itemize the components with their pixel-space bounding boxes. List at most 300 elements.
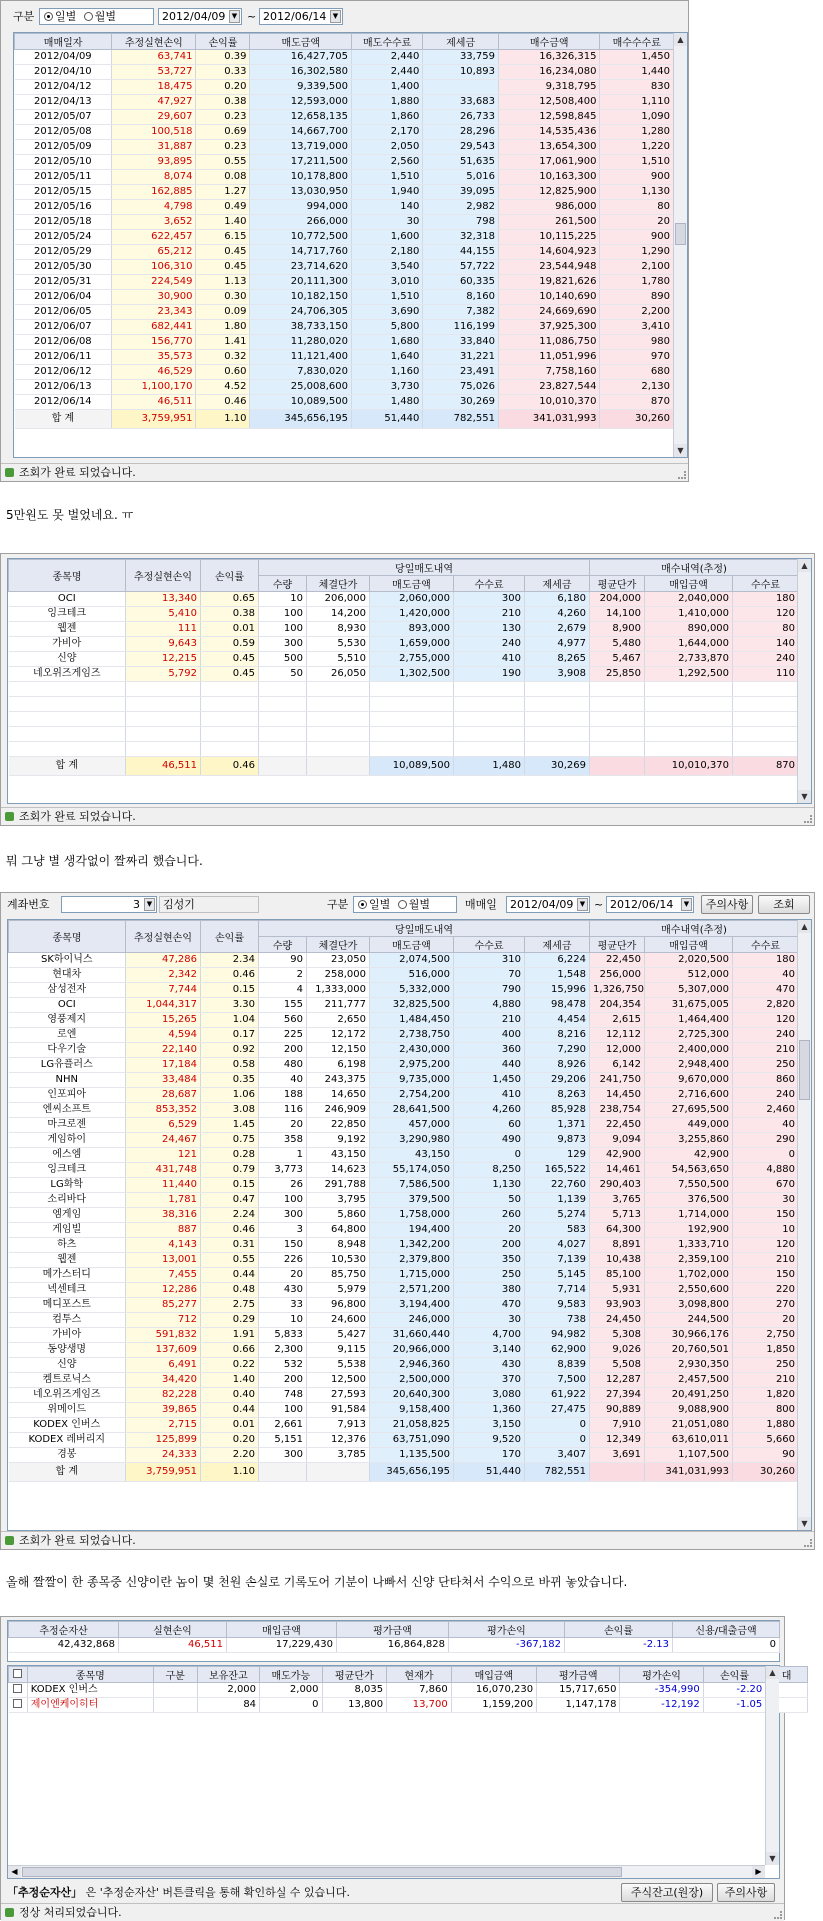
- table-cell: 0.38: [201, 607, 259, 622]
- table-row[interactable]: [9, 1343, 799, 1358]
- column-header[interactable]: 제세금: [525, 937, 590, 953]
- table-cell: 64,800: [307, 1223, 370, 1238]
- table-cell: 15,996: [525, 983, 590, 998]
- table-cell: 0.66: [201, 1343, 259, 1358]
- total-cell: 30,269: [525, 757, 590, 776]
- table-cell: 3,407: [525, 1448, 590, 1463]
- table-row[interactable]: [9, 1683, 808, 1698]
- scroll-down-icon[interactable]: ▼: [766, 1852, 779, 1865]
- table-cell: 2,180: [352, 245, 423, 260]
- table-cell: 21,051,080: [645, 1418, 733, 1433]
- column-header[interactable]: 손익률: [703, 1667, 766, 1683]
- empty-cell: [126, 697, 201, 712]
- column-header[interactable]: 매수수수료: [600, 34, 674, 50]
- table-row[interactable]: [9, 1013, 799, 1028]
- table-row[interactable]: [15, 50, 674, 65]
- table-row[interactable]: [9, 1373, 799, 1388]
- table-cell: 900: [600, 170, 674, 185]
- table-cell: 532: [259, 1358, 307, 1373]
- table-row[interactable]: [9, 1238, 799, 1253]
- notice-button[interactable]: 주의사항: [717, 1883, 775, 1902]
- table-row[interactable]: [15, 65, 674, 80]
- table-cell: 5,833: [259, 1328, 307, 1343]
- date-to-input[interactable]: [259, 8, 343, 25]
- column-header[interactable]: 매입금액: [645, 576, 733, 592]
- column-header[interactable]: 제세금: [525, 576, 590, 592]
- table-row[interactable]: [15, 95, 674, 110]
- table-row[interactable]: [9, 1223, 799, 1238]
- table-cell: 12,593,000: [250, 95, 352, 110]
- table-cell: 2012/05/07: [15, 110, 112, 125]
- table-row[interactable]: [9, 1058, 799, 1073]
- table-cell: 994,000: [250, 200, 352, 215]
- notice-keyword: 「추정순자산」: [7, 1886, 83, 1899]
- table-row[interactable]: [9, 1133, 799, 1148]
- table-row[interactable]: [9, 1698, 808, 1713]
- table-row[interactable]: [9, 1088, 799, 1103]
- table-cell: 1,702,000: [645, 1268, 733, 1283]
- calendar-dropdown-icon[interactable]: ▼: [681, 898, 692, 911]
- table-cell: 860: [733, 1073, 799, 1088]
- table-cell: 490: [454, 1133, 525, 1148]
- table-cell: 43,150: [307, 1148, 370, 1163]
- total-cell: 1.10: [196, 410, 250, 429]
- summary-header: 매입금액: [227, 1622, 337, 1638]
- table-cell: 7,910: [590, 1418, 645, 1433]
- table-cell: 2,946,360: [370, 1358, 454, 1373]
- table-cell: 인포피아: [9, 1088, 126, 1103]
- table-cell: 5,860: [307, 1208, 370, 1223]
- column-header[interactable]: 체결단가: [307, 576, 370, 592]
- table-cell: 712: [126, 1313, 201, 1328]
- scroll-thumb[interactable]: [22, 1867, 622, 1877]
- table-row[interactable]: [15, 170, 674, 185]
- column-header[interactable]: 수수료: [733, 576, 799, 592]
- checkbox-icon[interactable]: [13, 1699, 22, 1708]
- table-row[interactable]: [9, 1103, 799, 1118]
- table-cell: 63,741: [112, 50, 196, 65]
- column-header[interactable]: 보유잔고: [197, 1667, 260, 1683]
- table-row[interactable]: [15, 185, 674, 200]
- scroll-thumb[interactable]: [675, 223, 686, 245]
- select-all-checkbox[interactable]: [9, 1667, 28, 1683]
- table-cell: 211,777: [307, 998, 370, 1013]
- radio-daily[interactable]: [358, 900, 367, 909]
- table-cell: 17,184: [126, 1058, 201, 1073]
- table-row[interactable]: [15, 245, 674, 260]
- table-cell: 9,670,000: [645, 1073, 733, 1088]
- empty-cell: [590, 712, 645, 727]
- table-cell: 2012/06/14: [15, 395, 112, 410]
- table-cell: 2,000: [197, 1683, 260, 1698]
- table-row[interactable]: [9, 1418, 799, 1433]
- table-cell: NHN: [9, 1073, 126, 1088]
- table-cell: 4,260: [454, 1103, 525, 1118]
- column-header[interactable]: 평가금액: [537, 1667, 620, 1683]
- date-tilde: ~: [594, 898, 604, 911]
- table-cell: 1,290: [600, 245, 674, 260]
- column-header[interactable]: 평가손익: [620, 1667, 703, 1683]
- scroll-right-icon[interactable]: ▶: [752, 1866, 765, 1878]
- table-cell: 웹젠: [9, 1253, 126, 1268]
- table-row[interactable]: [9, 1028, 799, 1043]
- table-row[interactable]: [9, 1298, 799, 1313]
- table-row[interactable]: [9, 1253, 799, 1268]
- table-row[interactable]: [15, 125, 674, 140]
- table-cell: 748: [259, 1388, 307, 1403]
- period-radio-group[interactable]: [353, 896, 457, 913]
- column-header[interactable]: 수량: [259, 576, 307, 592]
- scroll-up-icon[interactable]: ▲: [766, 1666, 779, 1679]
- scroll-down-icon[interactable]: ▼: [798, 1517, 811, 1530]
- table-cell: 1,342,200: [370, 1238, 454, 1253]
- table-cell: 140: [733, 637, 799, 652]
- table-row[interactable]: [15, 140, 674, 155]
- horizontal-scrollbar[interactable]: [8, 1865, 765, 1878]
- table-cell: 2.75: [201, 1298, 259, 1313]
- table-cell: 9,583: [525, 1298, 590, 1313]
- column-header[interactable]: 구분: [153, 1667, 197, 1683]
- table-row[interactable]: [9, 1178, 799, 1193]
- table-cell: 512,000: [645, 968, 733, 983]
- total-cell: 782,551: [423, 410, 499, 429]
- vertical-scrollbar[interactable]: [765, 1666, 779, 1865]
- scroll-thumb[interactable]: [799, 1040, 810, 1100]
- table-row[interactable]: [9, 983, 799, 998]
- table-row[interactable]: [9, 1388, 799, 1403]
- account-dropdown-icon[interactable]: ▼: [144, 898, 155, 911]
- table-cell: -2.20: [703, 1683, 766, 1698]
- table-cell: 웹젠: [9, 622, 126, 637]
- table-row[interactable]: [15, 200, 674, 215]
- table-cell: 2,661: [259, 1418, 307, 1433]
- table-cell: 2,750: [733, 1328, 799, 1343]
- total-cell: [307, 757, 370, 776]
- table-cell: 3,785: [307, 1448, 370, 1463]
- table-cell: 30,269: [423, 395, 499, 410]
- table-cell: 140: [352, 200, 423, 215]
- column-header[interactable]: 평균단가: [590, 576, 645, 592]
- table-row[interactable]: [15, 335, 674, 350]
- table-cell: 2012/05/09: [15, 140, 112, 155]
- table-cell: 22,450: [590, 953, 645, 968]
- table-cell: 0.23: [196, 140, 250, 155]
- column-header[interactable]: 종목명: [27, 1667, 153, 1683]
- period-radio-group[interactable]: [39, 8, 154, 25]
- row-checkbox[interactable]: [9, 1683, 28, 1698]
- total-cell: 30,260: [600, 410, 674, 429]
- table-cell: 신양: [9, 1358, 126, 1373]
- table-cell: 20: [259, 1118, 307, 1133]
- table-cell: 96,800: [307, 1298, 370, 1313]
- table-cell: 13,654,300: [498, 140, 600, 155]
- notice-button[interactable]: 주의사항: [701, 895, 753, 914]
- table-row[interactable]: [9, 622, 799, 637]
- column-header[interactable]: 매도수수료: [352, 34, 423, 50]
- table-row[interactable]: [9, 1163, 799, 1178]
- table-cell: 22,760: [525, 1178, 590, 1193]
- resize-grip-icon[interactable]: [678, 471, 686, 479]
- empty-cell: [454, 712, 525, 727]
- table-row[interactable]: [15, 260, 674, 275]
- col-profit: 추정실현손익: [126, 560, 201, 592]
- table-cell: 270: [733, 1298, 799, 1313]
- table-cell: 260: [454, 1208, 525, 1223]
- column-header[interactable]: 매매일자: [15, 34, 112, 50]
- table-row[interactable]: [15, 395, 674, 410]
- table-cell: 240: [733, 1028, 799, 1043]
- table-cell: 3,652: [112, 215, 196, 230]
- table-cell: 6,198: [307, 1058, 370, 1073]
- table-cell: 0.20: [201, 1433, 259, 1448]
- table-cell: 0.33: [196, 65, 250, 80]
- table-cell: 110: [733, 667, 799, 682]
- resize-grip-icon[interactable]: [804, 1539, 812, 1547]
- table-cell: 12,000: [590, 1043, 645, 1058]
- table-row[interactable]: [9, 998, 799, 1013]
- table-cell: 470: [733, 983, 799, 998]
- column-header[interactable]: 수수료: [733, 937, 799, 953]
- empty-cell: [370, 727, 454, 742]
- table-cell: 0.58: [201, 1058, 259, 1073]
- column-header[interactable]: 매도가능: [260, 1667, 323, 1683]
- table-cell: 영풍제지: [9, 1013, 126, 1028]
- table-row[interactable]: [9, 1433, 799, 1448]
- table-row[interactable]: [9, 968, 799, 983]
- table-cell: 1.45: [201, 1118, 259, 1133]
- table-cell: 162,885: [112, 185, 196, 200]
- scroll-up-icon[interactable]: ▲: [798, 920, 811, 933]
- table-cell: 2.24: [201, 1208, 259, 1223]
- date-from-input[interactable]: [506, 896, 590, 913]
- table-cell: 1,292,500: [645, 667, 733, 682]
- empty-cell: [201, 697, 259, 712]
- table-cell: 30,900: [112, 290, 196, 305]
- table-cell: 8,250: [454, 1163, 525, 1178]
- table-cell: 1,107,500: [645, 1448, 733, 1463]
- table-cell: 250: [454, 1268, 525, 1283]
- table-cell: 1,410,000: [645, 607, 733, 622]
- empty-cell: [201, 742, 259, 757]
- summary-table: [8, 1621, 780, 1653]
- stock-balance-button[interactable]: 주식잔고(원장): [621, 1883, 713, 1902]
- table-row[interactable]: [9, 1193, 799, 1208]
- radio-monthly[interactable]: [84, 12, 93, 21]
- table-cell: 2,300: [259, 1343, 307, 1358]
- table-row[interactable]: [15, 275, 674, 290]
- table-cell: 4,143: [126, 1238, 201, 1253]
- table-row[interactable]: [9, 592, 799, 607]
- table-cell: 14,623: [307, 1163, 370, 1178]
- vertical-scrollbar[interactable]: [673, 33, 687, 457]
- table-cell: 1.40: [201, 1373, 259, 1388]
- table-cell: 241,750: [590, 1073, 645, 1088]
- table-row[interactable]: [9, 1448, 799, 1463]
- scroll-up-icon[interactable]: ▲: [798, 559, 811, 572]
- table-row[interactable]: [9, 1268, 799, 1283]
- empty-cell: [9, 712, 126, 727]
- table-cell: 61,922: [525, 1388, 590, 1403]
- table-cell: 37,925,300: [498, 320, 600, 335]
- table-row[interactable]: [9, 1328, 799, 1343]
- table-cell: 738: [525, 1313, 590, 1328]
- table-cell: 16,326,315: [498, 50, 600, 65]
- calendar-dropdown-icon[interactable]: ▼: [577, 898, 588, 911]
- table-row[interactable]: [9, 1208, 799, 1223]
- vertical-scrollbar[interactable]: [797, 559, 811, 803]
- column-header[interactable]: 수수료: [454, 576, 525, 592]
- table-row[interactable]: [9, 652, 799, 667]
- column-header[interactable]: 매입금액: [451, 1667, 536, 1683]
- table-cell: 5,508: [590, 1358, 645, 1373]
- table-row[interactable]: [9, 1313, 799, 1328]
- table-cell: 591,832: [126, 1328, 201, 1343]
- table-cell: 31,675,005: [645, 998, 733, 1013]
- column-header[interactable]: 매입금액: [645, 937, 733, 953]
- table-row[interactable]: [9, 1403, 799, 1418]
- calendar-dropdown-icon[interactable]: ▼: [330, 10, 341, 23]
- table-cell: 2,615: [590, 1013, 645, 1028]
- table-cell: 9,094: [590, 1133, 645, 1148]
- table-cell: 0.32: [196, 350, 250, 365]
- checkbox-icon[interactable]: [13, 1684, 22, 1693]
- column-header[interactable]: 손익률: [196, 34, 250, 50]
- table-row[interactable]: [9, 953, 799, 968]
- table-row[interactable]: [15, 365, 674, 380]
- table-cell: 1,780: [600, 275, 674, 290]
- table-cell: 137,609: [126, 1343, 201, 1358]
- table-row[interactable]: [15, 290, 674, 305]
- table-row[interactable]: [15, 155, 674, 170]
- summary-header: 실현손익: [119, 1622, 227, 1638]
- table-cell: 1,130: [600, 185, 674, 200]
- row-checkbox[interactable]: [9, 1698, 28, 1713]
- column-header[interactable]: 매도금액: [370, 576, 454, 592]
- table-row[interactable]: [15, 80, 674, 95]
- table-cell: 2012/05/16: [15, 200, 112, 215]
- table-cell: 1,600: [352, 230, 423, 245]
- column-header[interactable]: 매도금액: [250, 34, 352, 50]
- table-cell: 0.31: [201, 1238, 259, 1253]
- table-cell: 2,200: [600, 305, 674, 320]
- table-row[interactable]: [9, 1148, 799, 1163]
- table-cell: 10,115,225: [498, 230, 600, 245]
- stock-pnl-window-small: [0, 553, 815, 826]
- column-header[interactable]: 수량: [259, 937, 307, 953]
- table-row[interactable]: [15, 380, 674, 395]
- empty-cell: [259, 727, 307, 742]
- table-row[interactable]: [15, 110, 674, 125]
- table-cell: 0.47: [201, 1193, 259, 1208]
- table-row[interactable]: [9, 1358, 799, 1373]
- table-cell: 16,302,580: [250, 65, 352, 80]
- column-header[interactable]: 매도금액: [370, 937, 454, 953]
- scroll-up-icon[interactable]: ▲: [674, 33, 687, 46]
- table-cell: 0.46: [196, 395, 250, 410]
- table-cell: 메디포스트: [9, 1298, 126, 1313]
- table-cell: 8,948: [307, 1238, 370, 1253]
- scroll-down-icon[interactable]: ▼: [674, 444, 687, 457]
- column-header[interactable]: 현재가: [387, 1667, 452, 1683]
- column-header[interactable]: 평균단가: [322, 1667, 387, 1683]
- table-cell: 220: [733, 1283, 799, 1298]
- table-row[interactable]: [9, 1043, 799, 1058]
- resize-grip-icon[interactable]: [774, 1911, 782, 1919]
- table-cell: 250: [733, 1358, 799, 1373]
- summary-header: 평가손익: [449, 1622, 565, 1638]
- table-cell: 2012/05/30: [15, 260, 112, 275]
- table-cell: 8,265: [525, 652, 590, 667]
- summary-value: -367,182: [449, 1638, 565, 1653]
- table-cell: 13,030,950: [250, 185, 352, 200]
- table-cell: 4,700: [454, 1328, 525, 1343]
- table-cell: 200: [259, 1373, 307, 1388]
- scroll-left-icon[interactable]: ◀: [8, 1866, 21, 1878]
- column-header[interactable]: 추정실현손익: [112, 34, 196, 50]
- column-header[interactable]: 제세금: [423, 34, 499, 50]
- table-row[interactable]: [15, 305, 674, 320]
- radio-monthly[interactable]: [398, 900, 407, 909]
- table-row[interactable]: [15, 320, 674, 335]
- total-cell: 3,759,951: [126, 1463, 201, 1482]
- table-cell: 0: [733, 1148, 799, 1163]
- table-cell: 970: [600, 350, 674, 365]
- table-cell: 1,510: [600, 155, 674, 170]
- table-cell: 2,000: [260, 1683, 323, 1698]
- table-cell: 5,274: [525, 1208, 590, 1223]
- table-row[interactable]: [15, 215, 674, 230]
- total-cell: 10,089,500: [370, 757, 454, 776]
- table-row[interactable]: [15, 350, 674, 365]
- calendar-dropdown-icon[interactable]: ▼: [229, 10, 240, 23]
- table-row[interactable]: [15, 230, 674, 245]
- table-cell: 360: [454, 1043, 525, 1058]
- table-cell: 150: [733, 1268, 799, 1283]
- table-cell: LG유플러스: [9, 1058, 126, 1073]
- checkbox-icon[interactable]: [13, 1669, 22, 1678]
- table-row[interactable]: [9, 637, 799, 652]
- column-header[interactable]: 매수금액: [498, 34, 600, 50]
- radio-daily[interactable]: [44, 12, 53, 21]
- vertical-scrollbar[interactable]: [797, 920, 811, 1530]
- table-cell: 1,326,750: [590, 983, 645, 998]
- query-button[interactable]: 조회: [758, 895, 810, 914]
- date-to-input[interactable]: [606, 896, 694, 913]
- table-cell: 34,420: [126, 1373, 201, 1388]
- table-row[interactable]: [9, 1073, 799, 1088]
- account-number-input[interactable]: [61, 896, 157, 913]
- column-header[interactable]: 수수료: [454, 937, 525, 953]
- table-cell: 0.44: [201, 1268, 259, 1283]
- table-cell: 5,713: [590, 1208, 645, 1223]
- table-cell: 410: [454, 1088, 525, 1103]
- column-header[interactable]: 평균단가: [590, 937, 645, 953]
- scroll-down-icon[interactable]: ▼: [798, 790, 811, 803]
- column-header[interactable]: 체결단가: [307, 937, 370, 953]
- resize-grip-icon[interactable]: [804, 815, 812, 823]
- table-cell: 75,026: [423, 380, 499, 395]
- table-cell: 53,727: [112, 65, 196, 80]
- table-row[interactable]: [9, 607, 799, 622]
- table-row[interactable]: [9, 1118, 799, 1133]
- table-row[interactable]: [9, 1283, 799, 1298]
- date-from-input[interactable]: [158, 8, 242, 25]
- table-cell: 1,450: [600, 50, 674, 65]
- table-row[interactable]: [9, 667, 799, 682]
- table-cell: 22,140: [126, 1043, 201, 1058]
- column-header[interactable]: 대: [766, 1667, 808, 1683]
- table-cell: 2,074,500: [370, 953, 454, 968]
